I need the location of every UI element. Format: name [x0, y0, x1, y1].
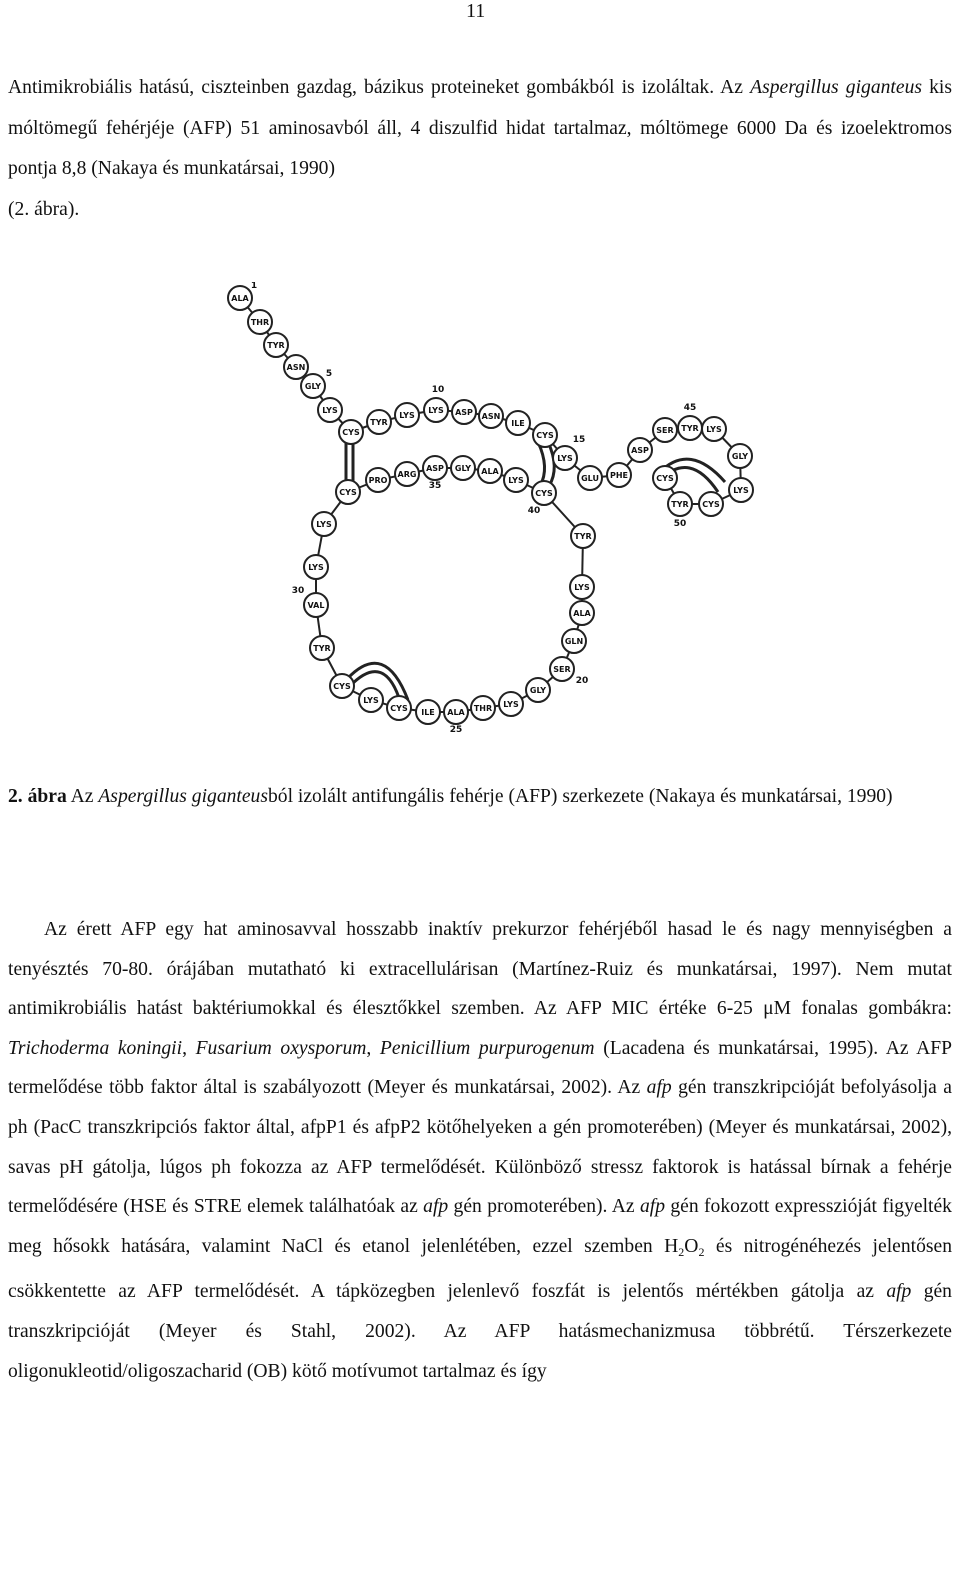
- residue-label: CYS: [536, 431, 554, 440]
- residue-label: ALA: [481, 467, 499, 476]
- residue-label: LYS: [308, 563, 324, 572]
- residue-number: 15: [572, 435, 586, 445]
- figure-reference: (2. ábra).: [8, 198, 80, 220]
- italic-species-name: Aspergillus giganteus: [98, 786, 268, 807]
- residue-number: 40: [527, 506, 541, 516]
- residue-label: TYR: [574, 532, 592, 541]
- text-run: gén fokozott expresszióját figyelték meg hősokk hatására, valamint NaCl és etanol jelenlétében, ezzel szemben H: [8, 1196, 952, 1257]
- italic-gene-name: afp: [423, 1196, 449, 1218]
- residue-label: LYS: [503, 700, 519, 709]
- residue-label: SER: [553, 665, 571, 674]
- residue-label: LYS: [322, 406, 338, 415]
- text-run: ból izolált antifungális fehérje (AFP) szerkezete (Nakaya és munkatársai, 1990): [267, 786, 893, 807]
- italic-species-name: Fusarium oxysporum: [195, 1037, 367, 1059]
- residue-label: CYS: [656, 474, 674, 483]
- text-run: kis móltömegű fehérjéje (AFP) 51 aminosavból áll, 4 diszulfid hidat tartalmaz, móltömege 6000 Da és izoelektromos pontja 8,8 (Nakaya és munkatársai, 1990): [8, 77, 952, 179]
- caption-label: 2. ábra: [8, 786, 67, 807]
- residue-label: LYS: [557, 454, 573, 463]
- paragraph-2: [8, 910, 952, 1391]
- residue-label: ASN: [286, 363, 306, 372]
- disulfide-bridge: [538, 442, 545, 486]
- text-run: ,: [366, 1037, 380, 1059]
- figure-caption: [8, 777, 952, 817]
- italic-species-name: Trichoderma koningii: [8, 1037, 183, 1059]
- subscript: 2: [698, 1244, 705, 1259]
- residue-number: 35: [428, 481, 442, 491]
- residue-label: SER: [656, 426, 674, 435]
- afp-structure-figure: [220, 282, 760, 742]
- residue-label: CYS: [535, 489, 553, 498]
- residue-label: ALA: [573, 609, 591, 618]
- residue-number: 45: [683, 403, 697, 413]
- text-run: Antimikrobiális hatású, ciszteinben gazdag, bázikus proteineket gombákból is izoláltak. Az: [8, 77, 751, 98]
- residue-label: GLN: [564, 637, 584, 646]
- residue-label: LYS: [574, 583, 590, 592]
- residue-label: CYS: [702, 500, 720, 509]
- italic-species-name: Penicillium purpurogenum: [379, 1037, 595, 1059]
- text-run: O: [684, 1235, 699, 1257]
- text-run: és nitrogénéhezés jelentősen csökkentette az AFP termelődését. A tápközegben jelenlevő foszfát is jelentős mértékben gátolja az: [8, 1235, 952, 1303]
- residue-label: ASP: [631, 446, 649, 455]
- residue-label: ILE: [421, 708, 435, 717]
- text-run: gén promoterében). Az: [448, 1196, 640, 1218]
- residue-label: LYS: [428, 406, 444, 415]
- residue-label: GLU: [581, 474, 599, 483]
- text-run: Az érett AFP egy hat aminosavval hosszabb inaktív prekurzor fehérjéből hasad le és nagy mennyiségben a tenyésztés 70-80. órájában mutatható ki extracellulárisan (Martínez-Ruiz és munkatársai, 1997). Nem mutat antimikrobiális hatást baktériumokkal és élesztőkkel szemben. Az AFP MIC értéke 6-25 μM fonalas gombákra:: [8, 919, 952, 1020]
- residue-label: ILE: [511, 419, 525, 428]
- residue-label: ASN: [481, 412, 501, 421]
- residue-label: GLY: [731, 452, 749, 461]
- text-run: ,: [182, 1037, 196, 1059]
- italic-gene-name: afp: [646, 1077, 672, 1099]
- residue-number: 1: [250, 282, 258, 291]
- residue-label: LYS: [508, 476, 524, 485]
- residue-label: PHE: [609, 471, 629, 480]
- residue-label: LYS: [733, 486, 749, 495]
- residue-label: GLY: [529, 686, 547, 695]
- residue-label: LYS: [363, 696, 379, 705]
- residue-label: ARG: [397, 470, 417, 479]
- italic-gene-name: afp: [886, 1281, 912, 1303]
- residue-label: THR: [250, 318, 270, 327]
- residue-label: LYS: [399, 411, 415, 420]
- italic-species-name: Aspergillus giganteus: [750, 77, 922, 98]
- residue-label: LYS: [706, 425, 722, 434]
- residue-label: ASP: [426, 464, 444, 473]
- page-number: 11: [466, 0, 486, 22]
- residue-label: VAL: [307, 601, 325, 610]
- residue-label: TYR: [671, 500, 689, 509]
- residue-label: TYR: [313, 644, 331, 653]
- disulfide-bridge: [548, 442, 554, 486]
- residue-label: TYR: [681, 424, 699, 433]
- residue-number: 5: [325, 369, 333, 379]
- residue-label: ASP: [455, 408, 473, 417]
- residue-label: TYR: [370, 418, 388, 427]
- residue-number: 50: [673, 519, 687, 529]
- paragraph-2-body: [8, 910, 952, 1391]
- residue-number: 25: [449, 725, 463, 735]
- residue-label: ALA: [231, 294, 249, 303]
- residue-label: CYS: [342, 428, 360, 437]
- residue-label: PRO: [368, 476, 388, 485]
- subscript: 2: [678, 1244, 685, 1259]
- text-run: (Lacadena és munkatársai, 1995). Az AFP termelődése több faktor által is szabályozott (Meyer és munkatársai, 2002). Az: [8, 1037, 953, 1099]
- residue-label: THR: [473, 704, 493, 713]
- paragraph-1: [8, 68, 952, 230]
- residue-label: ALA: [447, 708, 465, 717]
- text-run: gén transzkripcióját (Meyer és Stahl, 2002). Az AFP hatásmechanizmusa többrétű. Térszerkezete oligonukleotid/oligoszacharid (OB) kötő motívumot tartalmaz és így: [8, 1281, 952, 1382]
- residue-number: 20: [575, 676, 589, 686]
- text-run: gén transzkripcióját befolyásolja a ph (PacC transzkripciós faktor által, afpP1 és afpP2 kötőhelyeken a gén promoterében) (Meyer és munkatársai, 2002), savas pH gátolja, lúgos ph fokozza az AFP termelődését. Különböző stressz faktorok is hatással bírnak a fehérje termelődésére (HSE és STRE elemek találhatóak az: [8, 1077, 952, 1218]
- italic-gene-name: afp: [639, 1196, 665, 1218]
- text-run: Az: [66, 786, 99, 807]
- residue-label: GLY: [454, 464, 472, 473]
- residue-label: CYS: [390, 704, 408, 713]
- residue-label: GLY: [304, 382, 322, 391]
- residue-label: CYS: [333, 682, 351, 691]
- residue-label: CYS: [339, 488, 357, 497]
- residue-number: 30: [291, 586, 305, 596]
- residue-number: 10: [431, 385, 445, 395]
- residue-label: LYS: [316, 520, 332, 529]
- residue-label: TYR: [267, 341, 285, 350]
